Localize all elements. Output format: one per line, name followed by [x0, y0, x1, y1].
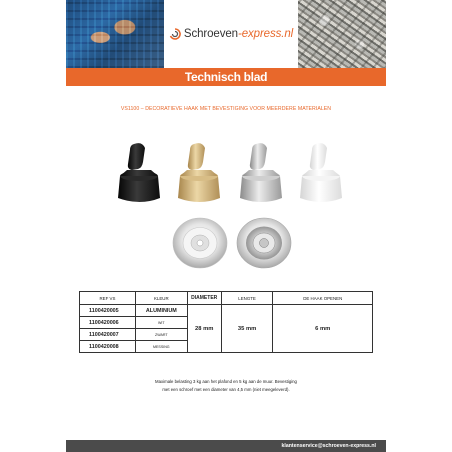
ref-cell: 1100420007	[80, 329, 136, 341]
color-cell: ZWART	[135, 329, 187, 341]
hook-black-image	[118, 143, 160, 202]
color-cell: WIT	[135, 317, 187, 329]
base-cup-image	[237, 218, 291, 268]
load-note-line-1: Maximale belasting 3 kg aan het plafond en 5 kg aan de muur. Bevestiging	[155, 379, 297, 384]
footer-bar	[66, 440, 386, 452]
table-row	[80, 305, 373, 317]
length-cell: 35 mm	[221, 305, 273, 353]
screws-photo	[298, 0, 386, 68]
table-header-row	[80, 292, 373, 305]
ref-cell: 1100420006	[80, 317, 136, 329]
diameter-cell: 28 mm	[187, 305, 221, 353]
load-note	[66, 378, 386, 393]
technical-sheet-page	[66, 0, 386, 452]
col-length-header: LENGTE	[221, 292, 273, 305]
ref-cell: 1100420005	[80, 305, 136, 317]
title-bar	[66, 68, 386, 86]
spec-table	[79, 291, 373, 353]
tools-photo	[66, 0, 164, 68]
page-title: Technisch blad	[184, 70, 268, 84]
base-images-row	[170, 214, 294, 270]
logo-text: Schroeven-express.nl	[183, 28, 294, 40]
hook-brass-image	[178, 143, 220, 202]
brand-logo	[169, 28, 293, 40]
hook-silver-image	[240, 143, 282, 202]
col-diameter-header: DIAMETER	[187, 292, 221, 305]
base-plate-image	[173, 218, 227, 268]
opening-cell: 6 mm	[273, 305, 373, 353]
logo-swirl-icon	[169, 28, 181, 40]
logo-box	[164, 0, 298, 68]
col-opening-header: DE HAAK OPENEN	[273, 292, 373, 305]
product-subtitle: VS1100 – DECORATIEVE HAAK MET BEVESTIGING VOOR MEERDERE MATERIALEN	[120, 106, 332, 112]
customer-service-email[interactable]: klantenservice@schroeven-express.nl	[281, 443, 376, 449]
load-note-line-2: met een schroef met een diameter van 4,5 mm (niet meegeleverd).	[162, 386, 290, 392]
ref-cell: 1100420008	[80, 341, 136, 353]
hook-white-image	[300, 143, 342, 202]
header-banner	[66, 0, 386, 68]
product-images-row	[114, 140, 350, 210]
col-ref-header: REF VS	[80, 292, 136, 305]
color-cell: ALUMINIUM	[135, 305, 187, 317]
col-color-header: KLEUR	[135, 292, 187, 305]
color-cell: MESSING	[135, 341, 187, 353]
